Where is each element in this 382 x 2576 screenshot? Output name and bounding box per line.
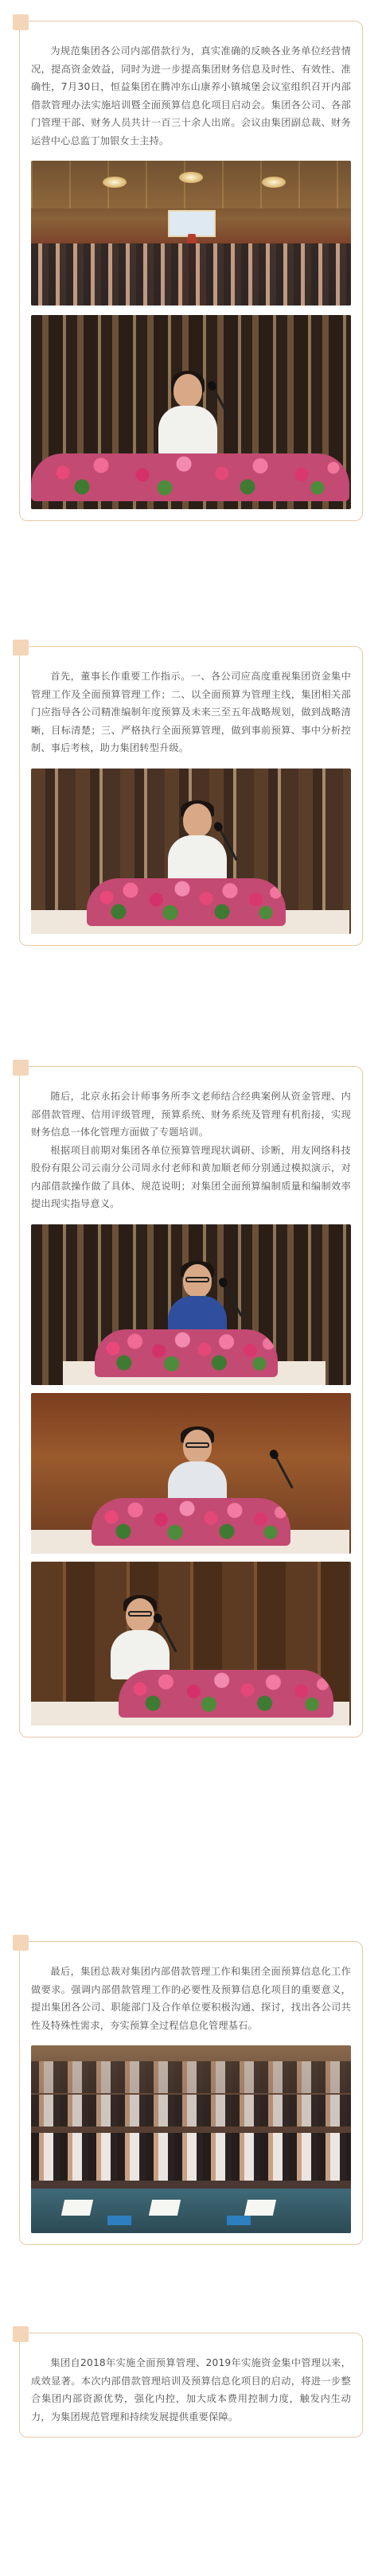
lecturer-zhou-photo xyxy=(31,1393,351,1554)
chairman-speaker-photo xyxy=(31,769,351,934)
audience-photo xyxy=(31,2045,351,2233)
paragraph: 最后，集团总裁对集团内部借款管理工作和集团全面预算信息化工作做要求。强调内部借款管理工作的必要性及预算信息化项目的重要意义，提出集团各公司、职能部门及合作单位要积极沟通、探讨，找出各公司共性及特殊性需求，夯实预算全过程信息化管理基石。 xyxy=(31,1966,351,2031)
corner-decoration xyxy=(13,14,29,30)
conference-hall-photo xyxy=(31,161,351,305)
section-card-3 xyxy=(19,1066,363,1737)
lecturer-li-photo xyxy=(31,1224,351,1385)
corner-decoration xyxy=(13,2326,29,2342)
paragraph: 根据项目前期对集团各单位预算管理现状调研、诊断，用友网络科技股份有限公司云南分公司周永付老师和黄加顺老师分别通过模拟演示，对内部借款操作做了具体、规范说明；对集团全面预算编制质量和编制效率提出现实指导意义。 xyxy=(31,1144,351,1209)
paragraph: 为规范集团各公司内部借款行为，真实准确的反映各业务单位经营情况，提高资金效益，同时为进一步提高集团财务信息及时性、有效性、准确性，7月30日，恒益集团在腾冲东山康养小镇城堡会议室组织召开内部借款管理办法实施培训暨全面预算信息化项目启动会。集团各公司、各部门管理干部、财务人员共计一百三十余人出席。会议由集团副总裁、财务运营中心总监丁加银女士主持。 xyxy=(31,45,351,146)
section-card-2 xyxy=(19,646,363,946)
section-card-5 xyxy=(19,2333,363,2438)
paragraph: 集团自2018年实施全面预算管理、2019年实施资金集中管理以来，成效显著。本次内部借款管理培训及预算信息化项目的启动，将进一步整合集团内部资源优势，强化内控，加大成本费用控制力度，触发内生动力，为集团规范管理和持续发展提供重要保障。 xyxy=(31,2357,351,2422)
host-speaker-photo xyxy=(31,315,351,509)
corner-decoration xyxy=(13,640,29,656)
corner-decoration xyxy=(13,1060,29,1076)
section-card-1 xyxy=(19,21,363,521)
section-card-4 xyxy=(19,1941,363,2245)
paragraph: 随后，北京永拓会计师事务所李文老师结合经典案例从资金管理、内部借款管理、信用评级管理，预算系统、财务系统及管理有机衔接，实现财务信息一体化管理方面做了专题培训。 xyxy=(31,1091,351,1138)
corner-decoration xyxy=(13,1935,29,1951)
paragraph: 首先，董事长作重要工作指示。一、各公司应高度重视集团资金集中管理工作及全面预算管理工作；二、以全面预算为管理主线，集团相关部门应指导各公司精准编制年度预算及未来三至五年战略规划，做到战略清晰，目标清楚；三、严格执行全面预算管理，做到事前预算、事中分析控制、事后考核，助力集团转型升级。 xyxy=(31,671,351,753)
lecturer-huang-photo xyxy=(31,1562,351,1726)
